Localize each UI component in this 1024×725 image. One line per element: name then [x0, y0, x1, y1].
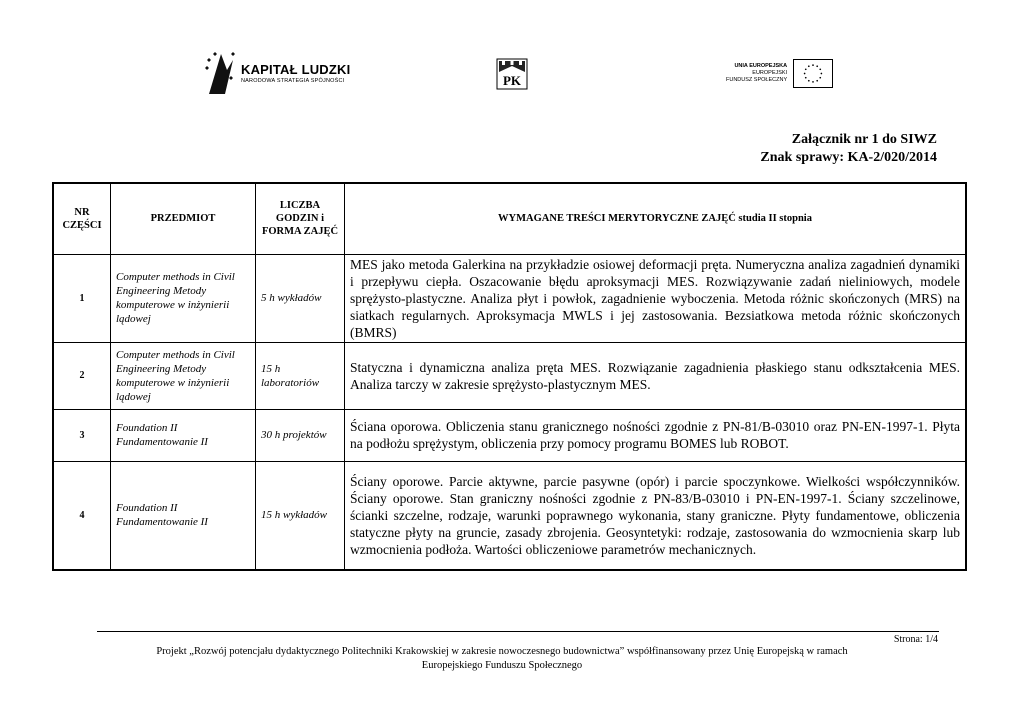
row-content: MES jako metoda Galerkina na przykładzie osiowej deformacji pręta. Numeryczna analiza zagadnień dynamiki i przepływu ciepła. Oszacowanie błędu aproksymacji MES. Rozwiązywanie zadań nieliniowych, modele sprężysto-plastyczne. Analiza płyt i powłok, zagadnienie wyboczenia. Metoda różnic skończonych (MRS) na siatkach regularnych. Aproksymacja MWLS i jej zastosowania. Bezsiatkowa metoda różnic skończonych (BMRS) [345, 254, 967, 342]
eu-star-icon [821, 73, 823, 75]
kapital-ludzki-subtitle: NARODOWA STRATEGIA SPÓJNOŚCI [241, 78, 345, 84]
header-nr: NR CZĘŚCI [53, 183, 111, 254]
page-number: Strona: 1/4 [893, 634, 938, 645]
row-subject: Foundation II Fundamentowanie II [111, 409, 256, 461]
table-header-row [53, 183, 966, 254]
kapital-ludzki-title: KAPITAŁ LUDZKI [241, 62, 351, 77]
eu-star-icon [805, 77, 807, 79]
eu-logo-line3: FUNDUSZ SPOŁECZNY [726, 77, 788, 83]
eu-star-icon [812, 64, 814, 66]
footer-text [90, 645, 914, 673]
footer-divider [97, 631, 939, 632]
eu-star-icon [804, 73, 806, 75]
eu-star-icon [805, 68, 807, 70]
header-hours: LICZBA GODZIN i FORMA ZAJĘĆ [256, 183, 345, 254]
eu-logo-line2: EUROPEJSKI [752, 70, 788, 76]
eu-star-icon [812, 81, 814, 83]
eu-logo [726, 59, 833, 88]
course-content-table [52, 182, 967, 571]
footer-line1: Projekt „Rozwój potencjału dydaktycznego Politechniki Krakowskiej w zakresie nowoczesnego budownictwa” współfinansowany przez Unię Europejską w ramach [156, 646, 848, 657]
logo-bar [0, 0, 1024, 120]
eu-flag-icon [793, 59, 833, 88]
row-nr: 4 [53, 461, 111, 570]
case-number: Znak sprawy: KA-2/020/2014 [760, 150, 937, 165]
eu-star-icon [820, 77, 822, 79]
row-subject: Foundation II Fundamentowanie II [111, 461, 256, 570]
kapital-ludzki-logo [205, 50, 350, 96]
row-nr: 3 [53, 409, 111, 461]
eu-logo-line1: UNIA EUROPEJSKA [734, 63, 788, 69]
attachment-label: Załącznik nr 1 do SIWZ [791, 132, 937, 147]
row-hours: 30 h projektów [256, 409, 345, 461]
row-subject: Computer methods in Civil Engineering Metody komputerowe w inżynierii lądowej [111, 254, 256, 342]
row-subject: Computer methods in Civil Engineering Metody komputerowe w inżynierii lądowej [111, 342, 256, 409]
table-row [53, 254, 966, 342]
eu-star-icon [808, 80, 810, 82]
pk-logo-letters: PK [502, 73, 522, 88]
table-row [53, 409, 966, 461]
politechnika-krakowska-logo-icon [496, 58, 528, 90]
eu-star-icon [816, 65, 818, 67]
row-hours: 15 h wykładów [256, 461, 345, 570]
eu-star-icon [820, 68, 822, 70]
eu-star-icon [808, 65, 810, 67]
header-content: WYMAGANE TREŚCI MERYTORYCZNE ZAJĘĆ studia II stopnia [345, 183, 967, 254]
kapital-ludzki-mark-icon [205, 50, 237, 96]
row-content: Statyczna i dynamiczna analiza pręta MES. Rozwiązanie zagadnienia płaskiego stanu odkształcenia MES. Analiza tarczy w zakresie sprężysto-plastycznym MES. [345, 342, 967, 409]
document-reference [760, 131, 937, 167]
row-nr: 1 [53, 254, 111, 342]
footer-line2: Europejskiego Funduszu Społecznego [421, 660, 583, 671]
row-nr: 2 [53, 342, 111, 409]
header-subject: PRZEDMIOT [111, 183, 256, 254]
table-row [53, 461, 966, 570]
row-hours: 5 h wykładów [256, 254, 345, 342]
table-row [53, 342, 966, 409]
row-content: Ściana oporowa. Obliczenia stanu granicznego nośności zgodnie z PN-81/B-03010 oraz PN-EN-1997-1. Płyta na podłożu sprężystym, obliczenia przy pomocy programu BOMES lub ROBOT. [345, 409, 967, 461]
row-hours: 15 h laboratoriów [256, 342, 345, 409]
eu-star-icon [816, 80, 818, 82]
row-content: Ściany oporowe. Parcie aktywne, parcie pasywne (opór) i parcie spoczynkowe. Wielkości współczynników. Ściany oporowe. Stan graniczny nośności zgodnie z PN-83/B-03010 i PN-EN-1997-1. Ściany szczelinowe, ścianki szczelne, rodzaje, warunki poprawnego wykonania, stany graniczne. Płyty fundamentowe, obliczenia statyczne płyty na gruncie, zasady zbrojenia. Geosyntetyki: rodzaje, zastosowania do wzmocnienia skarp lub wzmocnienia podłoża. Wartości obliczeniowe parametrów mechanicznych. [345, 461, 967, 570]
